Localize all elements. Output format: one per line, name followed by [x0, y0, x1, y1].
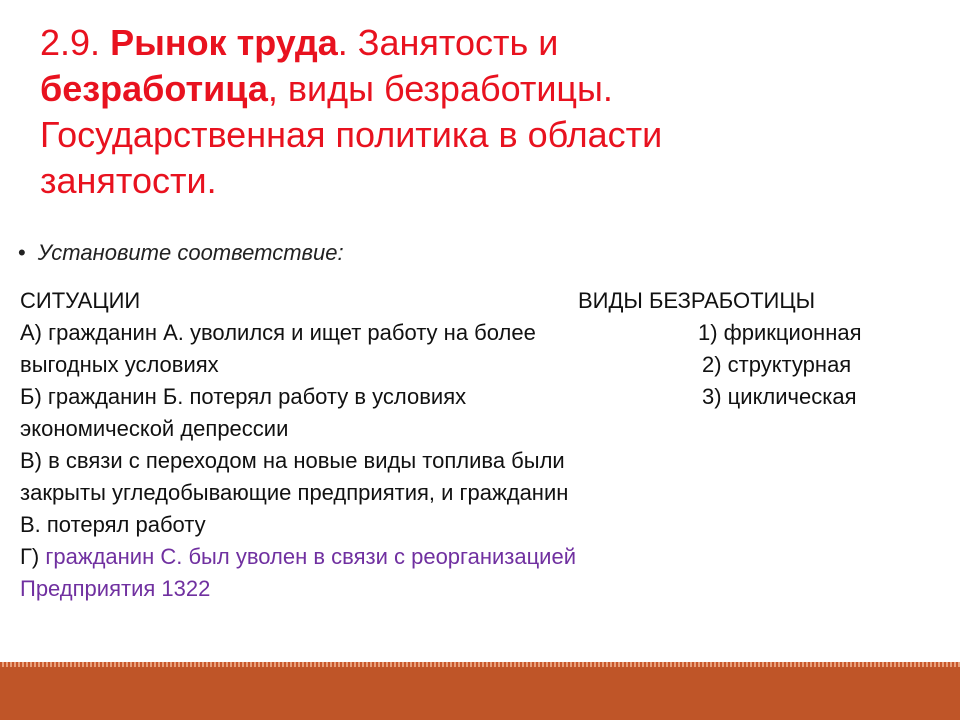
situation-b-line2: экономической депрессии [20, 416, 289, 441]
situation-g-line2: Предприятия 1322 [20, 576, 211, 601]
bullet-icon: • [18, 240, 26, 265]
situation-v-line2: закрыты угледобывающие предприятия, и гражданин [20, 480, 569, 505]
type-frictional: 1) фрикционная [698, 320, 862, 345]
title-text-types: , виды безработицы. [267, 68, 613, 109]
type-structural: 2) структурная [702, 352, 852, 377]
situation-a-line2: выгодных условиях [20, 352, 219, 377]
title-number: 2.9. [40, 22, 111, 63]
situation-b-line1: Б) гражданин Б. потерял работу в условиях [20, 384, 467, 409]
instruction-bullet [18, 240, 344, 266]
type-cyclical: 3) циклическая [702, 384, 857, 409]
title-line-employment: занятости. [40, 160, 217, 201]
title-bold-labor-market: Рынок труда [110, 22, 338, 63]
footer-bar [0, 667, 960, 720]
situation-a-line1: А) гражданин А. уволился и ищет работу на более [20, 320, 536, 345]
header-unemployment-types: ВИДЫ БЕЗРАБОТИЦЫ [578, 288, 816, 313]
situation-v-line3: В. потерял работу [20, 512, 206, 537]
header-situations: СИТУАЦИИ [20, 288, 141, 313]
slide-title [40, 20, 920, 204]
title-line-policy: Государственная политика в области [40, 114, 663, 155]
instruction-text: Установите соответствие: [37, 240, 344, 265]
situation-g-prefix: Г) [20, 544, 46, 569]
situation-v-line1: В) в связи с переходом на новые виды топлива были [20, 448, 565, 473]
matching-task [20, 285, 940, 605]
title-text-employment: . Занятость и [337, 22, 559, 63]
situation-g-line1: гражданин С. был уволен в связи с реорганизацией [45, 544, 576, 569]
title-bold-unemployment: безработица [40, 68, 268, 109]
